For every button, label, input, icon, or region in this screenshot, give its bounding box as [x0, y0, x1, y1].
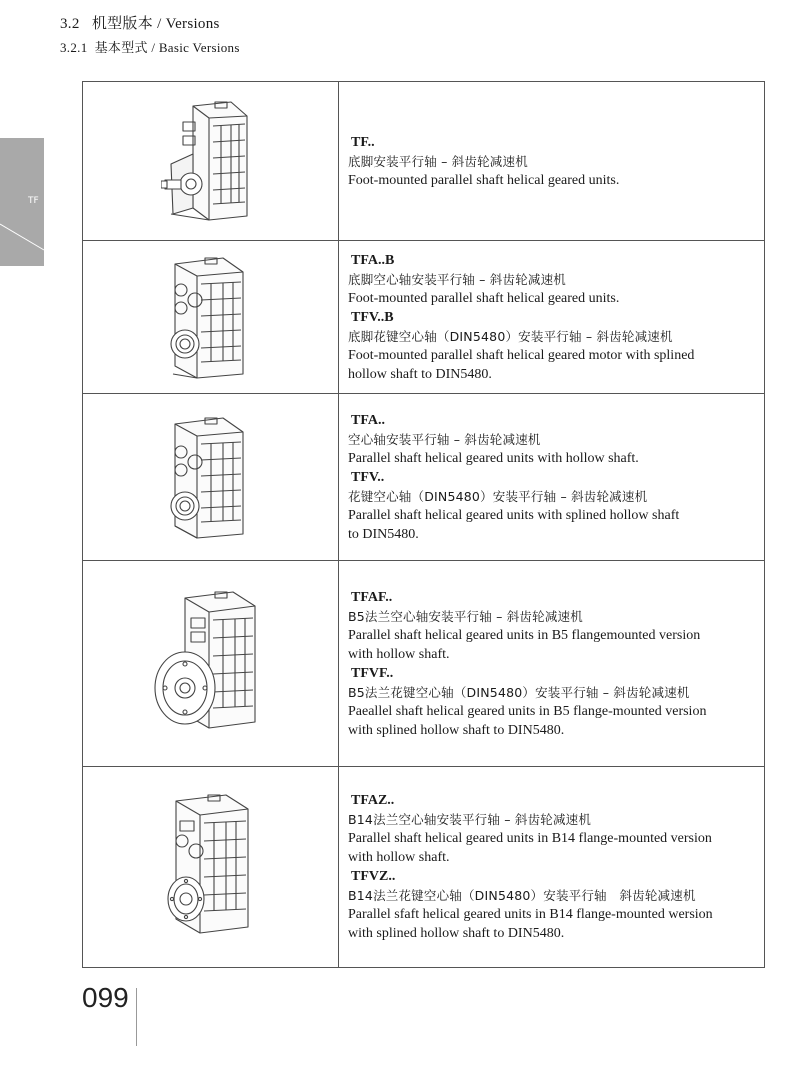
- model-code: TFA..: [351, 412, 385, 428]
- description-zh: B5法兰花键空心轴（DIN5480）安装平行轴 – 斜齿轮减速机: [348, 684, 690, 700]
- description-en: Parallel shaft helical geared units in B5 flangemounted version: [348, 627, 701, 643]
- description-cell: [339, 767, 765, 968]
- description-en: hollow shaft to DIN5480.: [348, 366, 492, 382]
- model-code: TF..: [351, 134, 375, 150]
- gear-unit-tfa-icon: [161, 412, 261, 542]
- description-zh: 底脚安装平行轴 – 斜齿轮减速机: [348, 153, 528, 169]
- section-title-en: / Versions: [157, 16, 220, 32]
- model-code: TFA..B: [351, 252, 395, 268]
- description-en: to DIN5480.: [348, 526, 419, 542]
- description-en: Paeallel shaft helical geared units in B5 flange-mounted version: [348, 703, 707, 719]
- description-en: Foot-mounted parallel shaft helical geared units.: [348, 172, 620, 188]
- subsection-number: 3.2.1: [60, 40, 88, 55]
- description-zh: B14法兰空心轴安装平行轴 – 斜齿轮减速机: [348, 812, 592, 827]
- model-code: TFV..B: [351, 309, 394, 325]
- description-en: Foot-mounted parallel shaft helical geared motor with splined: [348, 347, 695, 363]
- subsection-title-zh: 基本型式: [94, 41, 148, 56]
- description-cell: [339, 561, 765, 767]
- image-cell: [83, 767, 339, 968]
- description-cell: [339, 394, 765, 561]
- description-zh: B5法兰空心轴安装平行轴 – 斜齿轮减速机: [348, 608, 583, 624]
- table-row-tfa: [83, 394, 765, 561]
- description-cell: [339, 241, 765, 394]
- page-number: 099: [82, 982, 129, 1013]
- description-cell: [339, 82, 765, 241]
- description-zh: 底脚花键空心轴（DIN5480）安装平行轴 – 斜齿轮减速机: [348, 328, 673, 344]
- section-number: 3.2: [60, 16, 80, 32]
- description-en: with hollow shaft.: [348, 646, 450, 662]
- side-tab-label: TF: [28, 196, 39, 206]
- description-en: Parallel shaft helical geared units with splined hollow shaft: [348, 507, 680, 523]
- gear-unit-tfaz-icon: [156, 787, 266, 947]
- description-en: with splined hollow shaft to DIN5480.: [348, 722, 565, 738]
- section-title-zh: 机型版本: [91, 14, 154, 32]
- side-tab-diagonal-line: [0, 222, 46, 254]
- image-cell: [83, 394, 339, 561]
- subsection-title-en: / Basic Versions: [151, 40, 240, 55]
- image-cell: [83, 241, 339, 394]
- model-code: TFVZ..: [351, 869, 396, 884]
- table-row-tfaz: [83, 767, 765, 968]
- gear-unit-tf-icon: [161, 96, 261, 226]
- table-row-tfa-b: [83, 241, 765, 394]
- versions-table: [82, 81, 765, 968]
- description-zh: 花键空心轴（DIN5480）安装平行轴 – 斜齿轮减速机: [348, 488, 648, 504]
- description-en: Parallel sfaft helical geared units in B14 flange-mounted wersion: [348, 907, 713, 922]
- description-zh: 空心轴安装平行轴 – 斜齿轮减速机: [348, 431, 541, 447]
- subsection-heading: [60, 37, 240, 56]
- model-code: TFVF..: [351, 665, 394, 681]
- gear-unit-tfaf-icon: [151, 584, 271, 744]
- description-zh: B14法兰花键空心轴（DIN5480）安装平行轴 斜齿轮减速机: [348, 888, 696, 903]
- image-cell: [83, 561, 339, 767]
- table-row-tfaf: [83, 561, 765, 767]
- description-en: with hollow shaft.: [348, 850, 450, 865]
- description-en: with splined hollow shaft to DIN5480.: [348, 926, 565, 941]
- section-heading: [60, 12, 220, 33]
- description-zh: 底脚空心轴安装平行轴 – 斜齿轮减速机: [348, 271, 566, 287]
- description-en: Foot-mounted parallel shaft helical geared units.: [348, 290, 620, 306]
- model-code: TFV..: [351, 469, 385, 485]
- page-number-divider: [136, 988, 137, 1046]
- description-en: Parallel shaft helical geared units with hollow shaft.: [348, 450, 639, 466]
- description-en: Parallel shaft helical geared units in B14 flange-mounted version: [348, 831, 712, 846]
- table-row-tf: [83, 82, 765, 241]
- model-code: TFAZ..: [351, 793, 395, 808]
- model-code: TFAF..: [351, 589, 393, 605]
- image-cell: [83, 82, 339, 241]
- gear-unit-tfa-b-icon: [161, 252, 261, 382]
